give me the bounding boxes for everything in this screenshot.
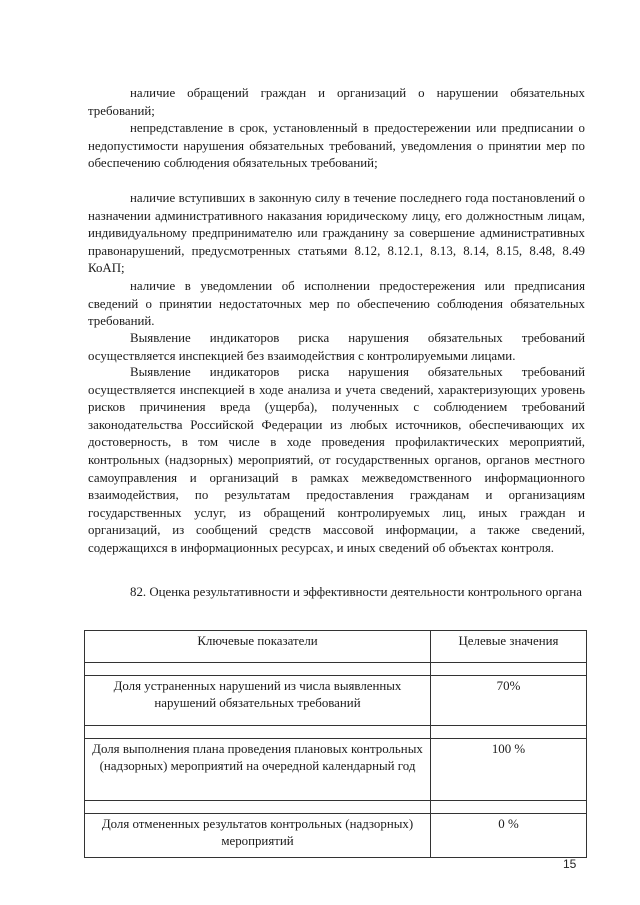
- table-row: [85, 739, 587, 801]
- header-key-indicators: Ключевые показатели: [85, 631, 431, 663]
- paragraph-resolutions: наличие вступивших в законную силу в течение последнего года постановлений о назначении административного наказания юридическому лицу, его должностным лицам, индивидуальному предпринимателю или гражданину за совершение административных правонарушений, предусмотренных статьями 8.12, 8.12.1, 8.13, 8.14, 8.15, 8.48, 8.49 КоАП;: [88, 191, 585, 276]
- header-target-values: Целевые значения: [431, 631, 587, 663]
- table-header-row: [85, 631, 587, 663]
- paragraph-risk-detection: Выявление индикаторов риска нарушения обязательных требований осуществляется инспекцией без взаимодействия с контролируемыми лицами.: [88, 331, 585, 363]
- section-82-heading: 82. Оценка результативности и эффективности деятельности контрольного органа: [130, 585, 583, 599]
- paragraph-complaints: наличие обращений граждан и организаций о нарушении обязательных требований;: [88, 86, 585, 118]
- indicator-cell: Доля устраненных нарушений из числа выявленных нарушений обязательных требований: [85, 676, 431, 726]
- table-row: [85, 676, 587, 726]
- target-cell: 70%: [431, 676, 587, 726]
- target-cell: 0 %: [431, 814, 587, 858]
- paragraph-insufficient-measures: наличие в уведомлении об исполнении предостережения или предписания сведений о принятии недостаточных мер по обеспечению соблюдения обязательных требований.: [88, 279, 585, 329]
- kpi-table: [84, 630, 587, 858]
- indicator-cell: Доля отмененных результатов контрольных (надзорных) мероприятий: [85, 814, 431, 858]
- indicator-cell: Доля выполнения плана проведения плановых контрольных (надзорных) мероприятий на очередной календарный год: [85, 739, 431, 801]
- paragraph-non-submission: непредставление в срок, установленный в предостережении или предписании о недопустимости нарушения обязательных требований, уведомления о принятии мер по обеспечению соблюдения обязательных требований;: [88, 121, 585, 171]
- page-number: 15: [563, 857, 577, 871]
- table-row: [85, 814, 587, 858]
- target-cell: 100 %: [431, 739, 587, 801]
- paragraph-risk-sources: Выявление индикаторов риска нарушения обязательных требований осуществляется инспекцией в ходе анализа и учета сведений, характеризующих уровень рисков причинения вреда (ущерба), полученных с соблюдением требований законодательства Российской Федерации из любых источников, обеспечивающих их достоверность, в том числе в ходе проведения профилактических мероприятий, контрольных (надзорных) мероприятий, от государственных органов, органов местного самоуправления и организаций в рамках межведомственного информационного взаимодействия, по результатам предоставления гражданам и организациям государственных услуг, из обращений контролируемых лиц, иных граждан и организаций, из сообщений средств массовой информации, а также сведений, содержащихся в информационных ресурсах, и иных сведений об объектах контроля.: [88, 365, 585, 555]
